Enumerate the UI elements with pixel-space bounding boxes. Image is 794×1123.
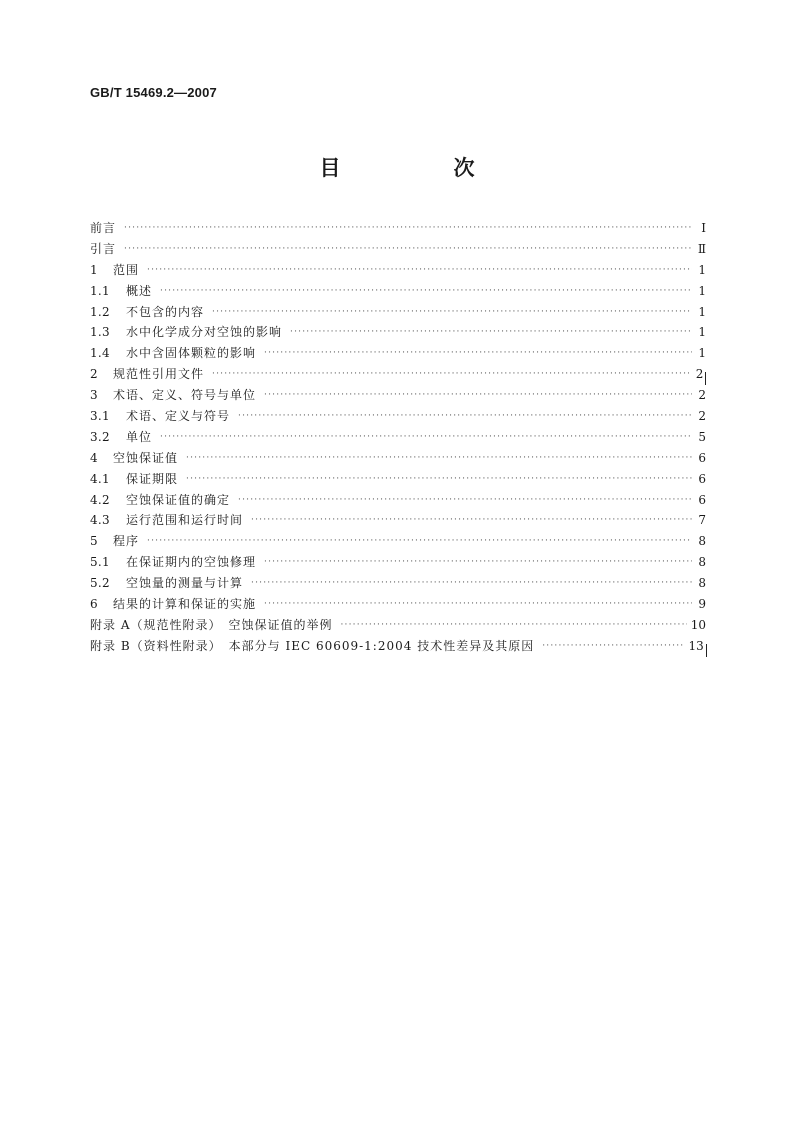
toc-entry[interactable] <box>90 490 706 511</box>
toc-entry-title: 单位 <box>126 429 153 444</box>
toc-entry[interactable] <box>90 364 706 385</box>
toc-page-number: 6 <box>698 450 706 465</box>
toc-page-number: 1 <box>698 304 706 319</box>
toc-page-number: 13 <box>688 638 704 653</box>
toc-entry[interactable] <box>90 594 706 615</box>
toc-entry-number: 4.3 <box>90 513 110 528</box>
toc-entry[interactable] <box>90 302 706 323</box>
toc-leader-dots <box>238 490 692 511</box>
toc-entry-title: 引言 <box>90 241 117 256</box>
toc-leader-dots <box>124 218 692 239</box>
toc-entry-title: 附录 B（资料性附录） 本部分与 IEC 60609-1:2004 技术性差异及其原因 <box>90 638 535 653</box>
toc-leader-dots <box>160 427 692 448</box>
toc-page-number: Ⅰ <box>701 220 706 235</box>
toc-entry-title: 运行范围和运行时间 <box>126 513 244 528</box>
page-title: 目 次 <box>319 156 521 180</box>
toc-entry-title: 在保证期内的空蚀修理 <box>126 555 257 570</box>
toc-entry-number: 3.1 <box>90 409 110 423</box>
toc-entry-title: 术语、定义与符号 <box>126 409 231 423</box>
toc-leader-dots <box>264 594 692 615</box>
toc-leader-dots <box>238 406 692 427</box>
toc-entry-number: 2 <box>90 367 98 382</box>
toc-entry-number: 4 <box>90 450 98 465</box>
revision-bar <box>705 372 706 385</box>
toc-page-number: 7 <box>698 513 706 528</box>
toc-entry[interactable] <box>90 615 706 636</box>
toc-entry-number: 1.2 <box>90 304 110 319</box>
toc-entry[interactable] <box>90 510 706 531</box>
toc-entry[interactable] <box>90 448 706 469</box>
toc-entry-title: 规范性引用文件 <box>113 367 205 382</box>
toc-leader-dots <box>542 636 684 657</box>
toc-entry-number: 4.2 <box>90 492 110 507</box>
toc-entry-title: 水中化学成分对空蚀的影响 <box>126 325 283 340</box>
toc-entry-title: 不包含的内容 <box>126 304 205 319</box>
toc-leader-dots <box>147 531 692 552</box>
toc-leader-dots <box>340 615 686 636</box>
toc-page-number: 8 <box>698 576 706 591</box>
toc-page-number: 1 <box>698 325 706 340</box>
toc-entry-number: 4.1 <box>90 471 110 486</box>
toc-leader-dots <box>186 469 692 490</box>
toc-page-number: 1 <box>698 262 706 277</box>
toc-entry-number: 1 <box>90 262 98 277</box>
toc-page-number: 6 <box>698 471 706 486</box>
toc-entry[interactable] <box>90 385 706 406</box>
toc-entry-title: 结果的计算和保证的实施 <box>113 597 257 612</box>
toc-entry[interactable] <box>90 239 706 260</box>
toc-entry-title: 附录 A（规范性附录） 空蚀保证值的举例 <box>90 617 333 632</box>
toc-entry[interactable] <box>90 343 706 364</box>
standard-code: GB/T 15469.2—2007 <box>90 85 217 100</box>
toc-page-number: 10 <box>690 617 706 632</box>
toc-entry[interactable] <box>90 218 706 239</box>
toc-entry-number: 1.3 <box>90 325 110 340</box>
toc-leader-dots <box>212 302 692 323</box>
toc-entry-title: 空蚀保证值的确定 <box>126 492 231 507</box>
toc-leader-dots <box>124 239 692 260</box>
toc-entry[interactable] <box>90 260 706 281</box>
toc-entry-title: 空蚀量的测量与计算 <box>126 576 244 591</box>
toc-entry[interactable] <box>90 636 706 657</box>
toc-entry-number: 5.2 <box>90 576 110 591</box>
toc-page-number: 6 <box>698 492 706 507</box>
toc-entry-number: 6 <box>90 597 98 612</box>
toc-leader-dots <box>212 364 689 385</box>
toc-entry-number: 3.2 <box>90 429 110 444</box>
toc-entry-title: 水中含固体颗粒的影响 <box>126 346 257 361</box>
toc-entry-title: 前言 <box>90 220 117 235</box>
toc-entry[interactable] <box>90 406 706 427</box>
toc-leader-dots <box>251 573 692 594</box>
toc-entry[interactable] <box>90 322 706 343</box>
toc-entry-number: 3 <box>90 388 98 403</box>
toc-leader-dots <box>147 260 692 281</box>
toc-entry-number: 1.4 <box>90 346 110 361</box>
toc-leader-dots <box>264 385 692 406</box>
toc-leader-dots <box>160 281 692 302</box>
toc-page-number: 2 <box>698 388 706 403</box>
toc-page-number: 1 <box>698 346 706 361</box>
toc-entry[interactable] <box>90 281 706 302</box>
toc-page-number: 9 <box>698 597 706 612</box>
toc-page-number: 5 <box>698 429 706 444</box>
toc-entry-number: 5.1 <box>90 555 110 570</box>
toc-entry[interactable] <box>90 573 706 594</box>
toc-page-number: 2 <box>695 367 704 382</box>
toc-entry[interactable] <box>90 427 706 448</box>
toc-leader-dots <box>251 510 692 531</box>
toc-page-number: 1 <box>698 283 706 298</box>
toc-entry-title: 保证期限 <box>126 471 179 486</box>
toc-leader-dots <box>264 552 692 573</box>
toc-page-number: Ⅱ <box>697 241 706 256</box>
toc-entry[interactable] <box>90 469 706 490</box>
toc-leader-dots <box>186 448 692 469</box>
table-of-contents <box>90 218 706 657</box>
toc-page-number: 8 <box>698 534 706 549</box>
toc-entry-title: 范围 <box>113 262 140 277</box>
toc-entry-title: 术语、定义、符号与单位 <box>113 388 257 403</box>
toc-leader-dots <box>290 322 692 343</box>
toc-page-number: 8 <box>698 555 706 570</box>
toc-entry-title: 空蚀保证值 <box>113 450 179 465</box>
toc-page-number: 2 <box>698 409 706 423</box>
toc-entry-number: 5 <box>90 534 98 549</box>
toc-entry-title: 程序 <box>113 534 140 549</box>
toc-entry-title: 概述 <box>126 283 153 298</box>
toc-entry[interactable] <box>90 552 706 573</box>
toc-entry[interactable] <box>90 531 706 552</box>
toc-leader-dots <box>264 343 692 364</box>
toc-entry-number: 1.1 <box>90 283 110 298</box>
